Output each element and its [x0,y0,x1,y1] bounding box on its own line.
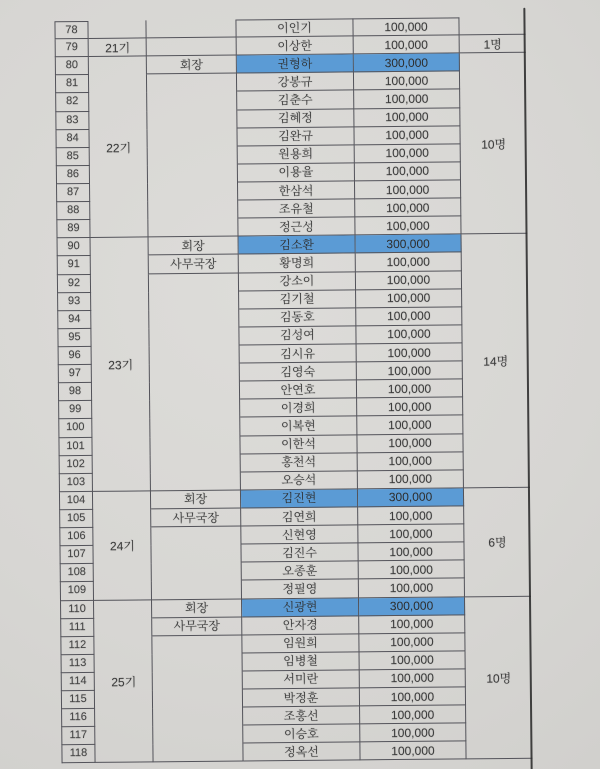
ledger-grid [54,17,532,764]
generation-cell [95,727,153,746]
generation-label: 25기 [111,675,137,690]
role-cell [151,527,241,546]
generation-cell [91,328,149,347]
count-cell [465,596,531,615]
role-cell [150,436,240,455]
name-cell: 김연희 [241,507,358,526]
amount-cell: 100,000 [355,198,461,217]
name-cell: 김완규 [237,127,354,146]
count-cell [466,651,532,670]
amount-cell: 100,000 [357,343,463,362]
count-cell [465,578,531,597]
generation-cell [89,57,147,76]
amount-cell: 100,000 [360,706,466,725]
role-cell [150,400,240,419]
amount-cell: 100,000 [357,380,463,399]
role-cell [153,690,243,709]
role-cell [147,110,237,129]
generation-cell [93,509,151,528]
role-cell [153,726,243,745]
amount-cell: 100,000 [355,180,461,199]
name-cell: 김혜정 [237,109,354,128]
amount-cell: 100,000 [353,17,459,36]
generation-cell [94,582,152,601]
generation-label: 23기 [108,358,134,373]
name-cell: 원용희 [238,145,355,164]
role-cell [150,418,240,437]
row-number-cell: 94 [57,311,91,329]
amount-cell: 100,000 [359,579,465,598]
amount-cell: 100,000 [360,669,466,688]
amount-cell: 300,000 [358,488,464,507]
count-cell [460,89,526,108]
generation-cell [90,201,148,220]
row-number-cell: 93 [57,293,91,311]
row-number-cell: 107 [59,546,93,564]
amount-cell: 100,000 [360,651,466,670]
name-cell: 신광현 [242,598,359,617]
row-number-cell: 96 [58,347,92,365]
count-cell [466,705,532,724]
name-cell: 김기철 [239,290,356,309]
name-cell: 김시유 [240,344,357,363]
row-number-cell: 91 [57,256,91,274]
role-cell: 회장 [152,599,242,618]
row-number-cell: 99 [58,401,92,419]
name-cell: 김진수 [241,544,358,563]
row-number-cell: 90 [57,238,91,256]
row-number-cell: 106 [59,528,93,546]
amount-cell: 100,000 [357,361,463,380]
generation-label: 24기 [109,539,136,554]
generation-cell [88,20,146,39]
count-cell [462,306,528,325]
role-cell [151,472,241,491]
amount-cell: 100,000 [359,561,465,580]
generation-cell [93,491,151,510]
generation-cell [92,401,150,420]
name-cell: 한삼석 [238,181,355,200]
name-cell: 정필영 [242,580,359,599]
role-cell [149,327,239,346]
count-cell [464,451,530,470]
row-number-cell: 118 [61,745,95,763]
role-cell [148,219,238,238]
generation-cell [89,111,147,130]
name-cell: 김소환 [239,236,356,255]
name-cell: 서미란 [243,670,360,689]
count-cell [465,632,531,651]
count-cell [462,234,528,253]
count-cell [465,614,531,633]
amount-cell: 100,000 [354,90,460,109]
name-cell: 정옥선 [243,743,360,762]
amount-cell: 300,000 [359,597,465,616]
generation-cell [94,564,152,583]
name-cell: 김영숙 [240,362,357,381]
role-cell [149,309,239,328]
count-cell [466,687,532,706]
count-cell [464,488,530,507]
role-cell [153,653,243,672]
row-number-cell: 79 [55,39,89,57]
amount-cell: 100,000 [356,271,462,290]
role-cell [153,744,243,763]
amount-cell: 100,000 [360,742,466,761]
role-cell: 회장 [147,56,237,75]
role-cell [147,74,237,93]
amount-cell: 100,000 [358,543,464,562]
amount-cell: 100,000 [358,470,464,489]
count-cell [463,397,529,416]
member-count-label: 10명 [486,671,512,687]
amount-cell: 100,000 [358,506,464,525]
ledger-table [54,17,532,764]
count-cell [465,560,531,579]
role-cell [153,671,243,690]
name-cell: 이경희 [240,399,357,418]
name-cell: 홍천석 [241,453,358,472]
count-cell [460,71,526,90]
count-cell [463,415,529,434]
name-cell: 오승석 [241,471,358,490]
generation-cell [89,75,147,94]
name-cell: 안자경 [242,616,359,635]
generation-label: 22기 [106,140,132,156]
name-cell: 조홍선 [243,707,360,726]
amount-cell: 100,000 [358,524,464,543]
row-number-cell: 87 [56,184,90,202]
row-number-cell: 114 [61,673,95,691]
generation-cell [91,256,149,275]
generation-cell [95,654,153,673]
role-cell [147,92,237,111]
name-cell: 신현영 [241,525,358,544]
amount-cell: 100,000 [358,452,464,471]
role-cell [150,345,240,364]
name-cell: 김춘수 [237,91,354,110]
role-cell [153,708,243,727]
role-cell [148,146,238,165]
amount-cell: 100,000 [355,144,461,163]
role-cell [152,563,242,582]
amount-cell: 100,000 [356,325,462,344]
generation-cell [91,274,149,293]
count-cell [461,180,527,199]
count-cell [464,469,530,488]
amount-cell: 300,000 [354,54,460,73]
generation-cell [94,618,152,637]
row-number-cell: 104 [59,492,93,510]
count-cell [463,433,529,452]
role-cell [147,38,237,57]
role-cell: 사무국장 [152,617,242,636]
role-cell: 사무국장 [151,508,241,527]
generation-cell [91,292,149,311]
name-cell: 김성여 [239,326,356,345]
name-cell: 강소이 [239,272,356,291]
row-number-cell: 81 [55,75,89,93]
amount-cell: 100,000 [356,253,462,272]
generation-cell [95,709,153,728]
name-cell: 이용율 [238,163,355,182]
row-number-cell: 117 [61,727,95,745]
amount-cell: 100,000 [354,126,460,145]
name-cell: 안연호 [240,381,357,400]
generation-cell [90,183,148,202]
count-cell [462,288,528,307]
generation-cell [95,745,153,764]
row-number-cell: 109 [60,582,94,600]
amount-cell: 100,000 [357,398,463,417]
generation-cell [93,473,151,492]
row-number-cell: 78 [54,21,88,39]
row-number-cell: 113 [61,655,95,673]
member-count-label: 1명 [483,37,502,52]
row-number-cell: 100 [58,419,92,437]
count-cell [461,162,527,181]
name-cell: 황명희 [239,254,356,273]
count-cell [466,741,532,760]
amount-cell: 100,000 [354,108,460,127]
row-number-cell: 97 [58,365,92,383]
generation-cell [92,437,150,456]
member-count-label: 14명 [483,354,509,369]
generation-cell [95,690,153,709]
count-cell [466,723,532,742]
member-count-label: 10명 [481,137,507,152]
row-number-cell: 103 [59,474,93,492]
generation-cell [89,93,147,112]
count-cell [460,107,526,126]
name-cell: 임병철 [243,652,360,671]
row-number-cell: 95 [57,329,91,347]
count-cell [462,252,528,271]
amount-cell: 100,000 [354,72,460,91]
amount-cell: 100,000 [359,615,465,634]
amount-cell: 100,000 [356,307,462,326]
role-cell: 회장 [149,237,239,256]
role-cell: 사무국장 [149,255,239,274]
role-cell [151,454,241,473]
name-cell: 이복현 [240,417,357,436]
row-number-cell: 102 [59,456,93,474]
row-number-cell: 82 [55,93,89,111]
role-cell [147,128,237,147]
name-cell: 정근성 [238,218,355,237]
generation-cell [93,455,151,474]
row-number-cell: 86 [56,166,90,184]
row-number-cell: 116 [61,709,95,727]
role-cell [152,635,242,654]
amount-cell: 100,000 [356,289,462,308]
name-cell: 이승호 [243,725,360,744]
amount-cell: 100,000 [360,724,466,743]
role-cell [148,183,238,202]
generation-cell [92,419,150,438]
generation-cell [90,165,148,184]
member-count-label: 6명 [488,535,507,551]
name-cell: 임원희 [242,634,359,653]
name-cell: 김동호 [239,308,356,327]
name-cell: 오종훈 [242,562,359,581]
role-cell: 회장 [151,490,241,509]
name-cell: 권형하 [237,55,354,74]
row-number-cell: 98 [58,383,92,401]
row-number-cell: 108 [60,564,94,582]
count-cell [463,379,529,398]
name-cell: 김진현 [241,489,358,508]
role-cell [151,545,241,564]
name-cell: 이한석 [240,435,357,454]
name-cell: 이상한 [237,37,354,56]
generation-cell [94,600,152,619]
row-number-cell: 110 [60,600,94,618]
amount-cell: 100,000 [359,633,465,652]
amount-cell: 100,000 [354,35,460,54]
role-cell [148,164,238,183]
generation-cell [92,383,150,402]
generation-cell [90,220,148,239]
row-number-cell: 111 [60,619,94,637]
row-number-cell: 115 [61,691,95,709]
amount-cell: 100,000 [355,217,461,236]
count-cell [464,506,530,525]
generation-cell [94,636,152,655]
row-number-cell: 112 [60,637,94,655]
name-cell: 강봉규 [237,73,354,92]
row-number-cell: 85 [56,148,90,166]
row-number-cell: 83 [55,111,89,129]
role-cell [152,581,242,600]
role-cell [150,364,240,383]
name-cell: 박정훈 [243,688,360,707]
role-cell [148,201,238,220]
row-number-cell: 92 [57,274,91,292]
amount-cell: 300,000 [356,235,462,254]
row-number-cell: 84 [55,130,89,148]
amount-cell: 100,000 [357,434,463,453]
generation-cell [91,238,149,257]
row-number-cell: 89 [56,220,90,238]
role-cell [146,20,236,39]
row-number-cell: 80 [55,57,89,75]
count-cell [461,198,527,217]
generation-cell [91,310,149,329]
generation-label: 21기 [105,41,131,56]
count-cell [461,216,527,235]
count-cell [462,325,528,344]
count-cell [462,270,528,289]
row-number-cell: 105 [59,510,93,528]
role-cell [149,291,239,310]
count-cell [459,17,525,36]
role-cell [149,273,239,292]
row-number-cell: 101 [58,437,92,455]
count-cell [460,53,526,72]
role-cell [150,382,240,401]
amount-cell: 100,000 [360,687,466,706]
name-cell: 이인기 [236,18,353,37]
name-cell: 조유철 [238,199,355,218]
amount-cell: 100,000 [357,416,463,435]
amount-cell: 100,000 [355,162,461,181]
row-number-cell: 88 [56,202,90,220]
